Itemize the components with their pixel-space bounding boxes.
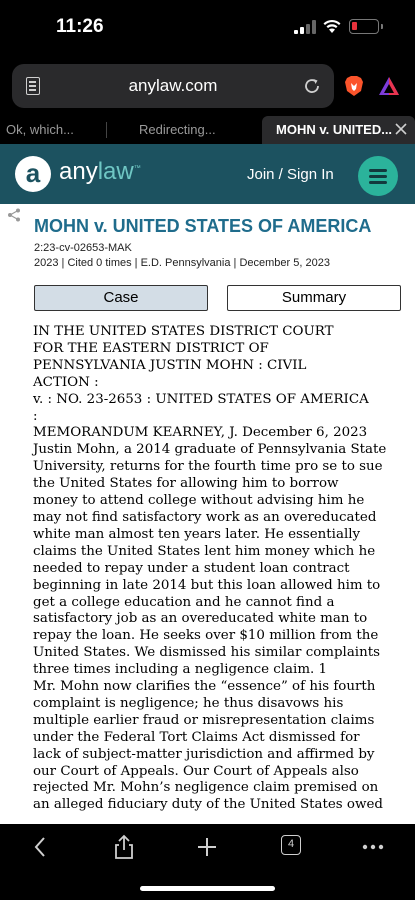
browser-tab-label: MOHN v. UNITED... — [276, 122, 393, 137]
opinion-line: needed to repay under a student loan contract — [33, 560, 350, 576]
opinion-line: multiple earlier fraud or misrepresentation claims — [33, 712, 375, 728]
anylaw-logo-text[interactable]: anylaw™ — [59, 158, 141, 185]
case-docket: 2:23-cv-02653-MAK — [34, 242, 132, 254]
more-icon[interactable] — [360, 834, 386, 860]
brave-lion-icon[interactable] — [344, 75, 364, 97]
browser-toolbar — [0, 56, 415, 116]
opinion-line: money to attend college without advising him he — [33, 493, 365, 509]
join-sign-in-link[interactable]: Join / Sign In — [247, 166, 334, 183]
opinion-line: IN THE UNITED STATES DISTRICT COURT — [33, 324, 334, 339]
back-icon[interactable] — [28, 834, 54, 860]
opinion-line: FOR THE EASTERN DISTRICT OF — [33, 340, 269, 356]
url-text[interactable]: anylaw.com — [128, 76, 218, 95]
new-tab-icon[interactable] — [194, 834, 220, 860]
brave-rewards-icon[interactable] — [378, 76, 400, 96]
opinion-line: white man almost ten years later. He essentially — [33, 526, 361, 542]
case-title: MOHN v. UNITED STATES OF AMERICA — [34, 216, 372, 236]
wifi-icon — [322, 18, 342, 34]
opinion-line: beginning in late 2014 but this loan allowed him to — [33, 577, 381, 593]
battery-level — [352, 22, 357, 30]
opinion-line: our Court of Appeals. Our Court of Appeals also — [33, 763, 359, 779]
opinion-line: get a college education and he cannot find a — [33, 594, 335, 610]
opinion-line: v. : NO. 23-2653 : UNITED STATES OF AMERICA — [33, 391, 369, 407]
address-bar[interactable] — [12, 64, 334, 108]
opinion-line: satisfactory job as an overeducated white man to — [33, 611, 368, 627]
tab-strip — [0, 116, 415, 144]
opinion-line: may not find satisfactory work as an overeducated — [33, 509, 377, 525]
opinion-line: ACTION : — [33, 374, 99, 390]
menu-button[interactable] — [358, 156, 398, 196]
tab-summary[interactable]: Summary — [227, 285, 401, 311]
tab-case[interactable]: Case — [34, 285, 208, 311]
opinion-line: PENNSYLVANIA JUSTIN MOHN : CIVIL — [33, 357, 307, 373]
case-content — [0, 204, 415, 824]
browser-tab[interactable]: Redirecting... — [139, 122, 216, 137]
opinion-line: Mr. Mohn now clarifies the “essence” of his fourth — [33, 679, 376, 695]
opinion-line: repay the loan. He seeks over $10 million from the — [33, 628, 379, 644]
opinion-line: lack of subject-matter jurisdiction and affirmed by — [33, 746, 375, 762]
site-header — [0, 144, 415, 204]
opinion-line: an alleged fiduciary duty of the United States owed — [33, 797, 383, 813]
browser-tab-active[interactable] — [262, 116, 415, 144]
tabs-icon[interactable]: 4 — [281, 835, 301, 855]
home-indicator — [140, 886, 275, 891]
opinion-line: United States. We dismissed his similar complaints — [33, 645, 380, 661]
browser-tab[interactable]: Ok, which... — [6, 122, 74, 137]
opinion-line: : — [33, 408, 38, 424]
opinion-line: claims the United States lent him money which he — [33, 543, 376, 559]
status-bar — [0, 0, 415, 56]
opinion-line: the United States for allowing him to borrow — [33, 476, 339, 492]
battery-icon — [349, 19, 379, 34]
status-time: 11:26 — [56, 16, 104, 37]
opinion-line: three times including a negligence claim. 1 — [33, 662, 328, 678]
reload-icon[interactable] — [302, 76, 322, 96]
opinion-line: under the Federal Tort Claims Act dismissed for — [33, 729, 360, 745]
opinion-line: University, returns for the fourth time pro se to sue — [33, 459, 383, 475]
opinion-line: MEMORANDUM KEARNEY, J. December 6, 2023 — [33, 425, 368, 441]
opinion-text — [33, 324, 403, 814]
bottom-toolbar — [0, 824, 415, 900]
close-tab-icon[interactable] — [394, 122, 408, 136]
opinion-line: complaint is negligence; he thus disavows his — [33, 695, 344, 711]
anylaw-logo-icon[interactable]: a — [15, 156, 51, 192]
battery-tip — [381, 24, 383, 29]
cellular-signal-icon — [294, 20, 316, 34]
opinion-line: rejected Mr. Mohn’s negligence claim premised on — [33, 780, 379, 796]
opinion-line: Justin Mohn, a 2014 graduate of Pennsylvania State — [33, 442, 387, 458]
share-icon[interactable] — [7, 208, 21, 222]
share-icon[interactable] — [111, 834, 137, 860]
case-meta: 2023 | Cited 0 times | E.D. Pennsylvania | December 5, 2023 — [34, 257, 330, 269]
